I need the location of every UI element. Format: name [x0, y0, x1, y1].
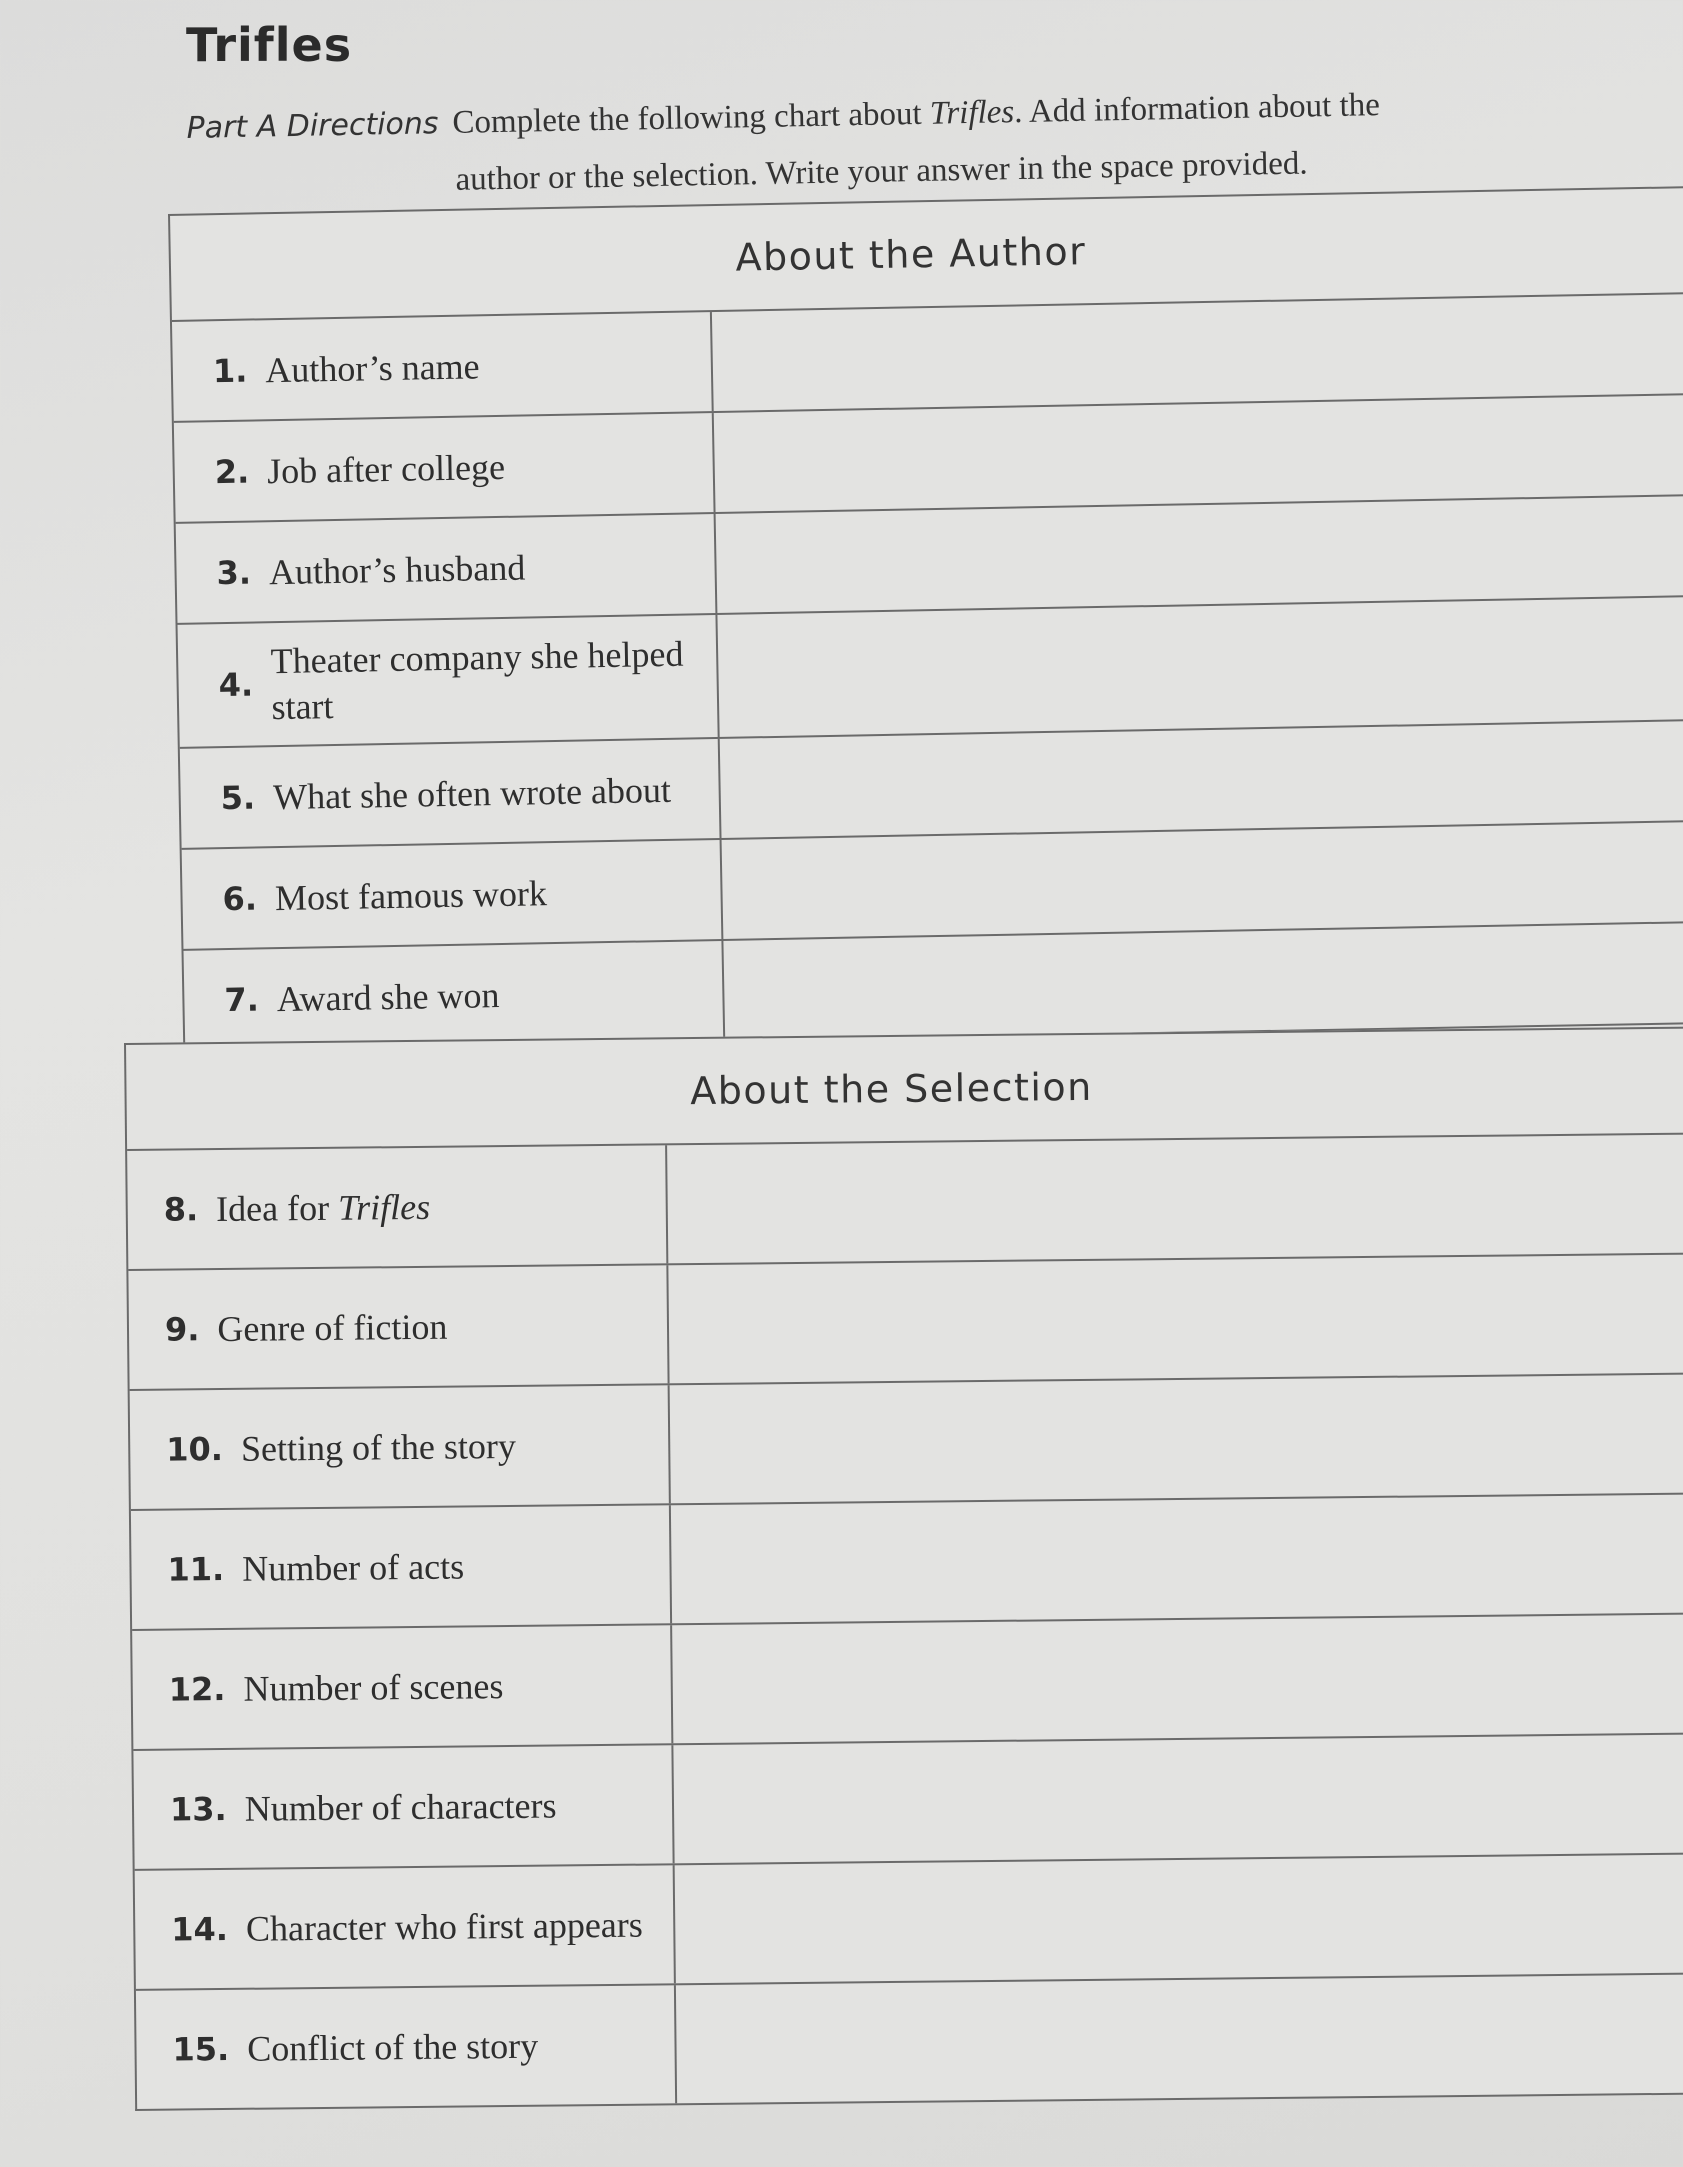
about-selection-table — [124, 1026, 1683, 2111]
worksheet-title: Trifles — [186, 18, 353, 72]
about-selection-heading: About the Selection — [126, 1028, 1683, 1151]
row-number: 13. — [169, 1789, 227, 1829]
row-label — [131, 1505, 672, 1629]
row-label — [174, 413, 716, 522]
row-number: 8. — [163, 1190, 199, 1229]
answer-field-author-husband[interactable] — [716, 496, 1683, 613]
row-label — [176, 514, 718, 623]
about-author-heading: About the Author — [170, 188, 1683, 322]
answer-field-theater-company[interactable] — [717, 597, 1683, 737]
row-label-text: Number of scenes — [243, 1666, 504, 1709]
directions-text-part-1: Complete the following chart about — [452, 95, 931, 141]
row-number: 2. — [214, 452, 250, 491]
row-number: 12. — [168, 1669, 226, 1709]
row-label-text: Award she won — [276, 974, 500, 1019]
row-label-text: Conflict of the story — [247, 2025, 539, 2069]
answer-field-first-character[interactable] — [675, 1854, 1683, 1983]
row-number: 14. — [171, 1909, 229, 1949]
row-label — [180, 739, 722, 848]
row-label — [172, 312, 714, 421]
row-label — [132, 1625, 673, 1749]
row-number: 1. — [212, 351, 248, 390]
answer-field-writing-topics[interactable] — [720, 721, 1683, 838]
table-row — [127, 1134, 1683, 1271]
row-label-text: Theater company she helped start — [270, 633, 684, 728]
answer-field-conflict[interactable] — [676, 1974, 1683, 2103]
answer-field-author-name[interactable] — [712, 294, 1683, 411]
about-author-table — [168, 186, 1683, 1052]
table-row — [131, 1494, 1683, 1631]
answer-field-famous-work[interactable] — [722, 822, 1683, 939]
row-number: 9. — [164, 1310, 200, 1349]
table-row — [133, 1734, 1683, 1871]
row-label — [136, 1985, 677, 2109]
row-number: 5. — [220, 778, 256, 817]
row-label-text: Setting of the story — [240, 1425, 517, 1469]
row-label-text: Most famous work — [274, 872, 548, 918]
row-number: 6. — [222, 878, 258, 918]
directions-title-ref: Trifles — [929, 94, 1015, 132]
row-label — [133, 1745, 674, 1869]
row-label — [127, 1145, 668, 1269]
row-label-text: What she often wrote about — [272, 769, 672, 817]
row-label-text: Number of characters — [244, 1785, 557, 1829]
table-row — [130, 1374, 1683, 1511]
row-label — [130, 1385, 671, 1509]
row-number: 11. — [167, 1549, 225, 1589]
answer-field-idea-for-trifles[interactable] — [667, 1134, 1683, 1263]
table-row — [128, 1254, 1683, 1391]
table-row — [135, 1854, 1683, 1991]
answer-field-setting[interactable] — [670, 1374, 1683, 1503]
answer-field-job-after-college[interactable] — [714, 395, 1683, 512]
row-label-text: Idea for — [215, 1187, 330, 1230]
row-label-text: Job after college — [266, 446, 506, 491]
answer-field-award[interactable] — [723, 923, 1683, 1040]
row-label — [184, 941, 726, 1050]
row-number: 7. — [224, 979, 260, 1019]
row-label-text: Author’s name — [264, 345, 480, 390]
directions-lead: Part A Directions — [186, 106, 439, 146]
table-row — [136, 1974, 1683, 2109]
row-label — [128, 1265, 669, 1389]
answer-field-number-of-scenes[interactable] — [672, 1614, 1683, 1743]
row-label — [178, 615, 720, 747]
answer-field-number-of-acts[interactable] — [671, 1494, 1683, 1623]
row-label-italic: Trifles — [337, 1186, 431, 1228]
row-number: 3. — [216, 553, 252, 592]
table-row — [132, 1614, 1683, 1751]
directions-text-part-3: author or the selection. Write your answer in the space provided. — [455, 145, 1308, 198]
row-number: 4. — [218, 665, 254, 705]
row-label-text: Genre of fiction — [217, 1306, 448, 1350]
row-label-text: Number of acts — [241, 1546, 465, 1589]
row-label — [182, 840, 724, 949]
row-label-text: Character who first appears — [245, 1904, 643, 1949]
row-number: 15. — [172, 2029, 230, 2069]
answer-field-number-of-characters[interactable] — [673, 1734, 1683, 1863]
row-label-text: Author’s husband — [268, 547, 526, 592]
answer-field-genre[interactable] — [668, 1254, 1683, 1383]
directions-text-part-2: . Add information about the — [1013, 87, 1381, 131]
row-number: 10. — [166, 1429, 224, 1469]
row-label — [135, 1865, 676, 1989]
